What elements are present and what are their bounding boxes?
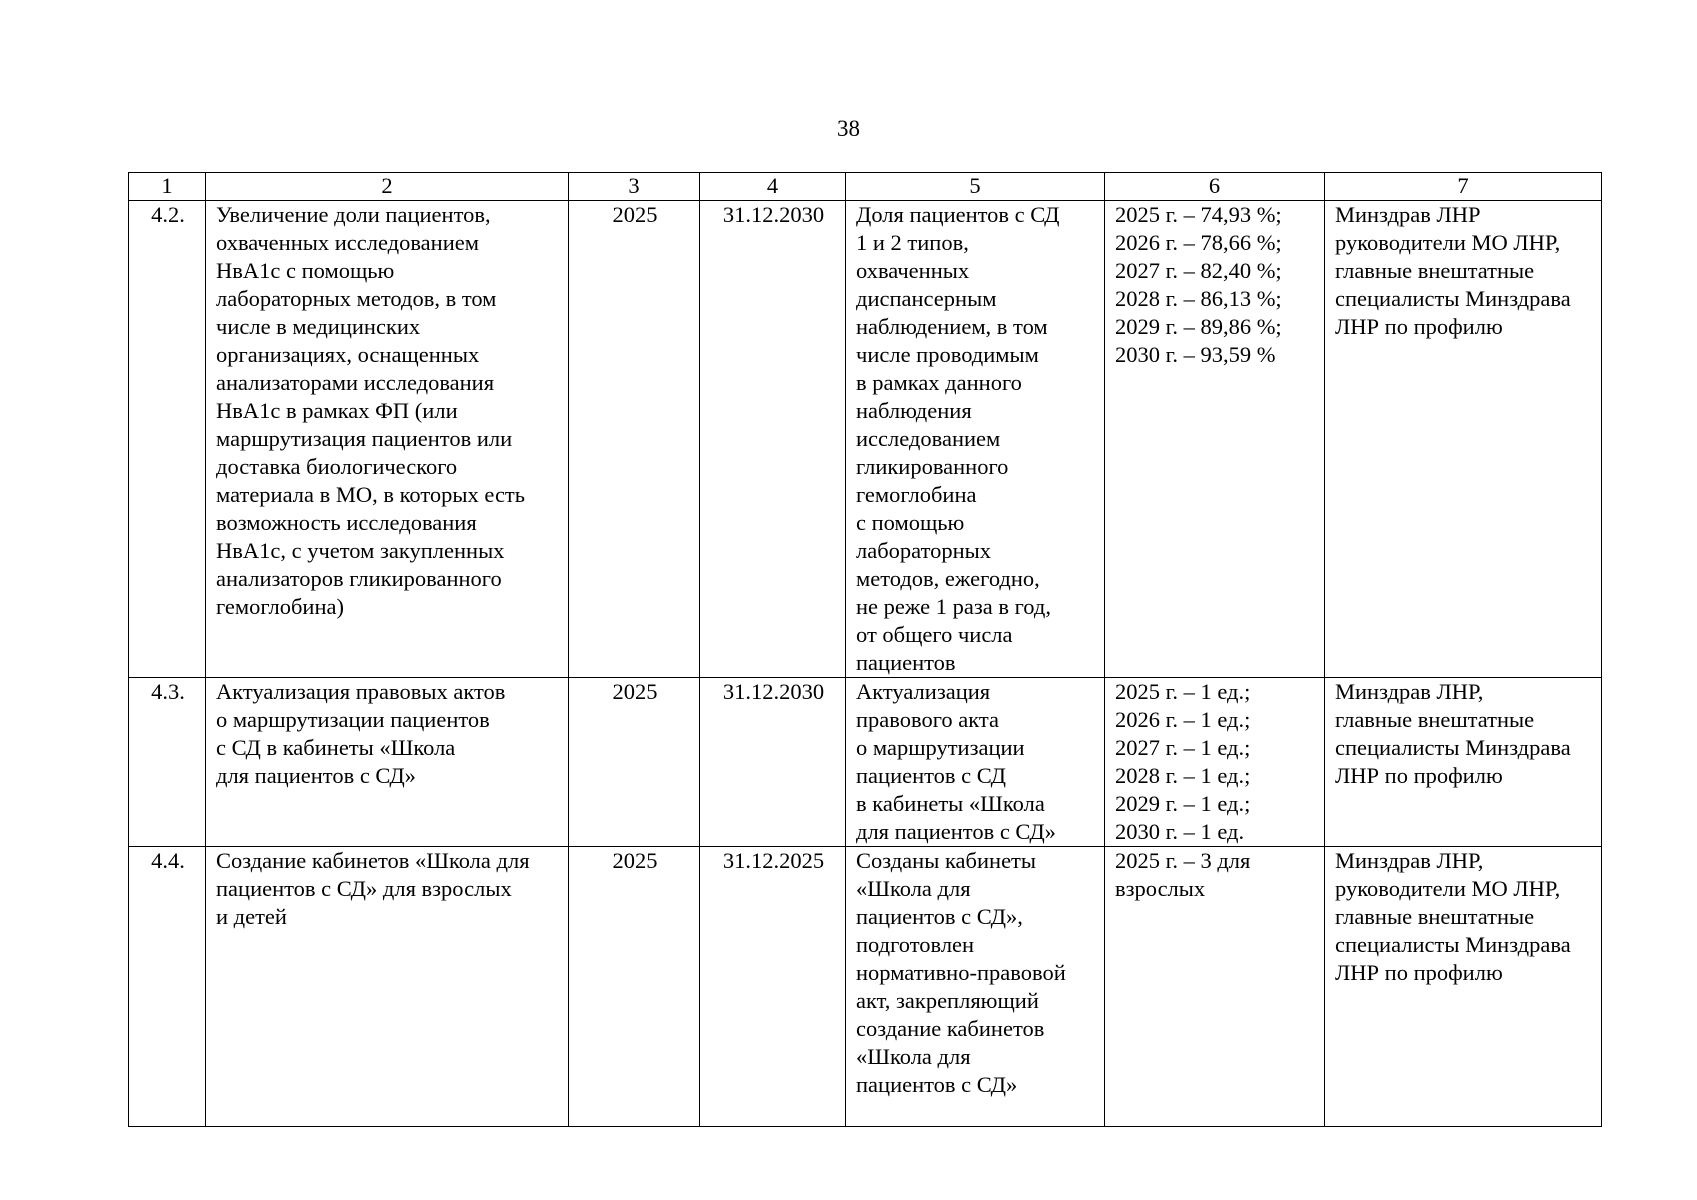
row-number: 4.4. [129, 847, 206, 1127]
activities-table [128, 172, 1602, 1127]
row-number: 4.3. [129, 678, 206, 847]
result-cell: Доля пациентов с СД 1 и 2 типов, охваченных диспансерным наблюдением, в том числе проводимым в рамках данного наблюдения исследованием гликированного гемоглобина с помощью лабораторных методов, ежегодно, не реже 1 раза в год, от общего числа пациентов [846, 201, 1105, 678]
table-row [129, 678, 1602, 847]
activity-cell: Создание кабинетов «Школа для пациентов с СД» для взрослых и детей [206, 847, 569, 1127]
activity-cell: Увеличение доли пациентов, охваченных исследованием НвА1с с помощью лабораторных методов, в том числе в медицинских организациях, оснащенных анализаторами исследования НвА1с в рамках ФП (или маршрутизация пациентов или доставка биологического материала в МО, в которых есть возможность исследования НвА1с, с учетом закупленных анализаторов гликированного гемоглобина) [206, 201, 569, 678]
column-header: 7 [1325, 173, 1602, 201]
column-header: 6 [1105, 173, 1325, 201]
start-year-cell: 2025 [569, 678, 700, 847]
column-header-row [129, 173, 1602, 201]
page-number: 38 [837, 116, 860, 141]
result-cell: Актуализация правового акта о маршрутизации пациентов с СД в кабинеты «Школа для пациентов с СД» [846, 678, 1105, 847]
row-number: 4.2. [129, 201, 206, 678]
column-header: 3 [569, 173, 700, 201]
targets-cell: 2025 г. – 1 ед.; 2026 г. – 1 ед.; 2027 г. – 1 ед.; 2028 г. – 1 ед.; 2029 г. – 1 ед.; 2030 г. – 1 ед. [1105, 678, 1325, 847]
result-cell: Созданы кабинеты «Школа для пациентов с СД», подготовлен нормативно-правовой акт, закрепляющий создание кабинетов «Школа для пациентов с СД» [846, 847, 1105, 1127]
targets-cell: 2025 г. – 3 для взрослых [1105, 847, 1325, 1127]
responsible-cell: Минздрав ЛНР, главные внештатные специалисты Минздрава ЛНР по профилю [1325, 678, 1602, 847]
column-header: 5 [846, 173, 1105, 201]
targets-cell: 2025 г. – 74,93 %; 2026 г. – 78,66 %; 2027 г. – 82,40 %; 2028 г. – 86,13 %; 2029 г. – 89,86 %; 2030 г. – 93,59 % [1105, 201, 1325, 678]
end-date-cell: 31.12.2030 [700, 678, 846, 847]
responsible-cell: Минздрав ЛНР руководители МО ЛНР, главные внештатные специалисты Минздрава ЛНР по профилю [1325, 201, 1602, 678]
column-header: 2 [206, 173, 569, 201]
end-date-cell: 31.12.2025 [700, 847, 846, 1127]
column-header: 4 [700, 173, 846, 201]
table-row [129, 201, 1602, 678]
start-year-cell: 2025 [569, 847, 700, 1127]
start-year-cell: 2025 [569, 201, 700, 678]
responsible-cell: Минздрав ЛНР, руководители МО ЛНР, главные внештатные специалисты Минздрава ЛНР по профилю [1325, 847, 1602, 1127]
end-date-cell: 31.12.2030 [700, 201, 846, 678]
column-header: 1 [129, 173, 206, 201]
table-row [129, 847, 1602, 1127]
activity-cell: Актуализация правовых актов о маршрутизации пациентов с СД в кабинеты «Школа для пациентов с СД» [206, 678, 569, 847]
